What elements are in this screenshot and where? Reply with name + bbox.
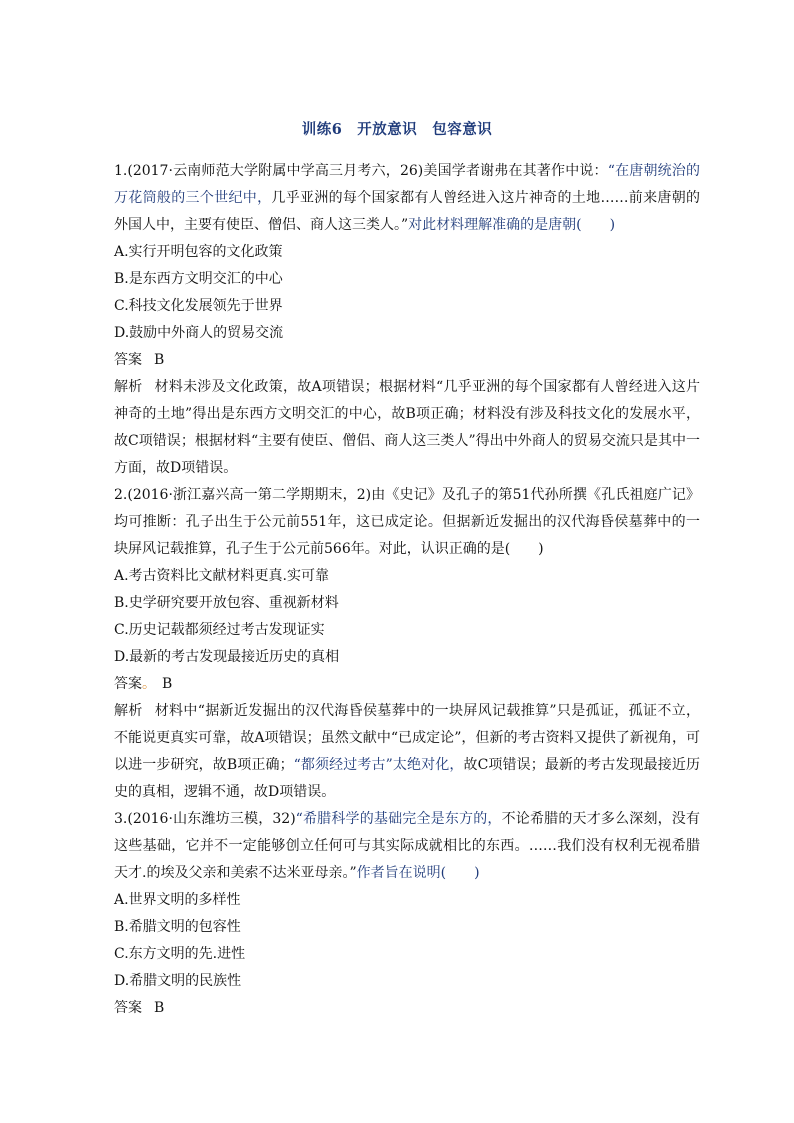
question-1-option-d: D.鼓励中外商人的贸易交流 bbox=[114, 325, 284, 341]
question-1-prompt: 对此材料理解准确的是唐朝( ) bbox=[408, 217, 616, 233]
question-3-option-a: A.世界文明的多样性 bbox=[114, 892, 241, 908]
answer-value: B bbox=[162, 676, 173, 692]
explanation-label: 解析 bbox=[114, 703, 143, 719]
question-1-quote-a: “在唐朝统治的万花筒般的三个世纪中， bbox=[114, 163, 700, 206]
question-3-option-b: B.希腊文明的包容性 bbox=[114, 919, 241, 935]
explanation-text-a: 材料中“据新近发掘出的汉代海昏侯墓葬中的一块屏风记载推算”只是孤证，孤证不立，不能说更真实可靠，故A项错误；虽然文献中“已成定论”，但新的考古资料又提供了新视角，可以进一步研究，故B项正确； bbox=[114, 703, 701, 773]
question-1-quote-b: 几乎亚洲的每个国家都有人曾经进入这片神奇的土地……前来唐朝的外国人中，主要有使臣、僧侣、商人这三类人。” bbox=[114, 190, 701, 233]
explanation-text-c: 故C项错误；最新的考古发现最接近历史的真相，逻辑不通，故D项错误。 bbox=[114, 757, 700, 800]
question-1-option-b: B.是东西方文明交汇的中心 bbox=[114, 271, 283, 287]
question-2-option-d: D.最新的考古发现最接近历史的真相 bbox=[114, 649, 340, 665]
question-2-option-b: B.史学研究要开放包容、重视新材料 bbox=[114, 595, 339, 611]
question-3-option-d: D.希腊文明的民族性 bbox=[114, 973, 242, 989]
explanation-text-b: “都须经过考古”太绝对化， bbox=[293, 757, 464, 773]
question-1-stem bbox=[114, 158, 700, 239]
question-3-prompt: 作者旨在说明( ) bbox=[356, 865, 480, 881]
question-3-source: 3.(2016·山东潍坊三模，32) bbox=[114, 811, 296, 827]
question-1-option-a: A.实行开明包容的文化政策 bbox=[114, 244, 283, 260]
question-3-answer bbox=[114, 995, 700, 1022]
answer-label: 答案 bbox=[114, 352, 142, 368]
question-1-answer bbox=[114, 347, 700, 374]
question-1-option-c: C.科技文化发展领先于世界 bbox=[114, 298, 283, 314]
question-3-quote-a: “希腊科学的基础完全是东方的， bbox=[295, 811, 502, 827]
answer-label: 答案 bbox=[114, 1000, 142, 1016]
question-2-option-c: C.历史记载都须经过考古发现证实 bbox=[114, 622, 325, 638]
answer-mark: 。 bbox=[142, 676, 156, 692]
question-3-stem bbox=[114, 806, 700, 887]
question-2-option-a: A.考古资料比文献材料更真.实可靠 bbox=[114, 568, 330, 584]
document-body bbox=[114, 158, 700, 1022]
question-2-explanation bbox=[114, 698, 700, 806]
explanation-text: 材料未涉及文化政策，故A项错误；根据材料“几乎亚洲的每个国家都有人曾经进入这片神奇的土地”得出是东西方文明交汇的中心，故B项正确；材料没有涉及科技文化的发展水平，故C项错误；根据材料“主要有使臣、僧侣、商人这三类人”得出中外商人的贸易交流只是其中一方面，故D项错误。 bbox=[114, 379, 701, 476]
question-3-quote-b: 不论希腊的天才多么深刻，没有这些基础，它并不一定能够创立任何可与其实际成就相比的东西。……我们没有权利无视希腊天才.的埃及父亲和美索不达米亚母亲。” bbox=[114, 811, 700, 881]
question-2-answer bbox=[114, 671, 700, 698]
page-title: 训练6 开放意识 包容意识 bbox=[301, 121, 493, 138]
explanation-label: 解析 bbox=[114, 379, 143, 395]
question-1-explanation bbox=[114, 374, 700, 482]
question-1-source: 1.(2017·云南师范大学附属中学高三月考六，26)美国学者谢弗在其著作中说： bbox=[114, 163, 608, 179]
answer-value: B bbox=[154, 352, 165, 368]
question-3-option-c: C.东方文明的先.进性 bbox=[114, 946, 246, 962]
answer-value: B bbox=[154, 1000, 165, 1016]
answer-label: 答案 bbox=[114, 676, 142, 692]
question-2-stem: 2.(2016·浙江嘉兴高一第二学期期末，2)由《史记》及孔子的第51代孙所撰《孔氏祖庭广记》均可推断：孔子出生于公元前551年，这已成定论。但据新近发掘出的汉代海昏侯墓葬中的一块屏风记载推算，孔子生于公元前566年。对此，认识正确的是( ) bbox=[114, 487, 700, 557]
